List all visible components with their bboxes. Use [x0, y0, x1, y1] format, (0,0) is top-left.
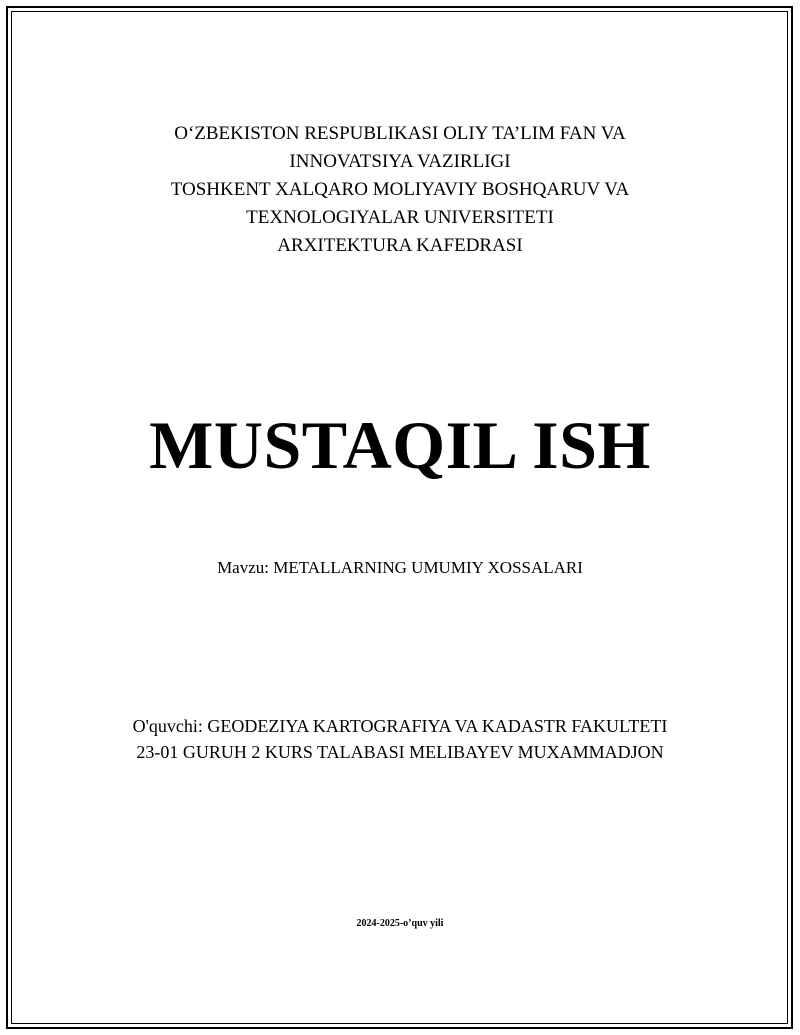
author-line: O'quvchi: GEODEZIYA KARTOGRAFIYA VA KADASTR FAKULTETI [132, 716, 668, 736]
header-line: INNOVATSIYA VAZIRLIGI [289, 151, 511, 172]
institution-header [0, 120, 800, 260]
header-line: ARXITEKTURA KAFEDRASI [277, 235, 523, 256]
document-title: MUSTAQIL ISH [149, 407, 651, 483]
header-line: TOSHKENT XALQARO MOLIYAVIY BOSHQARUV VA [170, 179, 630, 200]
topic-line: Mavzu: METALLARNING UMUMIY XOSSALARI [217, 558, 583, 577]
header-line: TEXNOLOGIYALAR UNIVERSITETI [246, 207, 554, 228]
author-line: 23-01 GURUH 2 KURS TALABASI MELIBAYEV MUXAMMADJON [136, 742, 664, 762]
header-line: O‘ZBEKISTON RESPUBLIKASI OLIY TA’LIM FAN VA [174, 123, 626, 144]
author-info [0, 713, 800, 765]
academic-year: 2024-2025-o’quv yili [356, 918, 444, 929]
